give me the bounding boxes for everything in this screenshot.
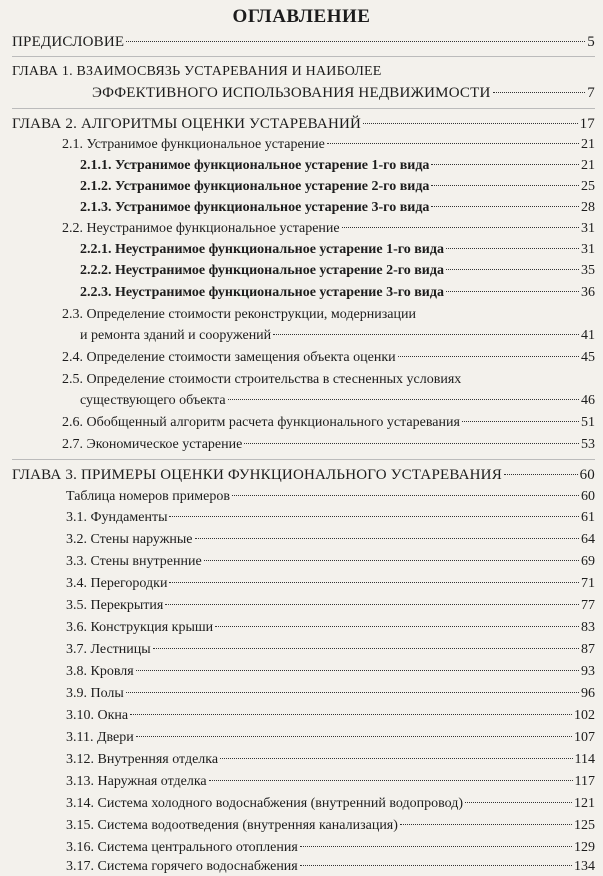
toc-entry-2-6[interactable] <box>62 414 595 432</box>
toc-page-number: 93 <box>581 664 595 679</box>
leader-dots <box>504 474 578 475</box>
toc-entry-chapter-2[interactable] <box>12 115 595 133</box>
toc-entry-text: 3.10. Окна <box>66 708 129 723</box>
toc-page-number: 17 <box>579 116 595 132</box>
toc-entry-3-2[interactable] <box>66 531 595 549</box>
toc-entry-3-13[interactable] <box>66 773 595 791</box>
toc-page-number: 125 <box>574 818 595 833</box>
toc-page-number: 129 <box>574 840 595 855</box>
toc-entry-text: 2.2.3. Неустранимое функциональное устарение 3-го вида <box>80 285 444 300</box>
toc-entry-2-3[interactable] <box>80 327 595 345</box>
toc-page-number: 114 <box>574 752 595 767</box>
leader-dots <box>204 560 579 561</box>
toc-entry-3-14[interactable] <box>66 795 595 813</box>
toc-page-number: 64 <box>581 532 595 547</box>
toc-entry-text: 3.12. Внутренняя отделка <box>66 752 219 767</box>
toc-page-number: 61 <box>581 510 595 525</box>
toc-entry-3-5[interactable] <box>66 597 595 615</box>
toc-entry-3-1[interactable] <box>66 509 595 527</box>
toc-entry-3-6[interactable] <box>66 619 595 637</box>
toc-page-number: 102 <box>574 708 595 723</box>
toc-entry-text: ГЛАВА 3. ПРИМЕРЫ ОЦЕНКИ ФУНКЦИОНАЛЬНОГО УСТАРЕВАНИЯ <box>12 467 502 483</box>
toc-entry-examples-table[interactable] <box>66 488 595 506</box>
leader-dots <box>300 846 572 847</box>
toc-entry-chapter-1[interactable] <box>92 84 595 102</box>
toc-entry-2-1-2[interactable] <box>80 178 595 196</box>
toc-entry-text: 2.1.1. Устранимое функциональное устарение 1-го вида <box>80 158 430 173</box>
toc-entry-text: 3.15. Система водоотведения (внутренняя канализация) <box>66 818 398 833</box>
toc-entry-text: 3.6. Конструкция крыши <box>66 620 214 635</box>
toc-entry-3-17[interactable] <box>66 858 595 876</box>
toc-page-number: 31 <box>581 221 595 236</box>
leader-dots <box>169 582 579 583</box>
toc-entry-text: 2.4. Определение стоимости замещения объекта оценки <box>62 350 396 365</box>
toc-page-number: 87 <box>581 642 595 657</box>
toc-entry-2-7[interactable] <box>62 436 595 454</box>
toc-entry-text: 3.8. Кровля <box>66 664 134 679</box>
toc-page-number: 53 <box>581 437 595 452</box>
toc-page-number: 96 <box>581 686 595 701</box>
toc-entry-3-11[interactable] <box>66 729 595 747</box>
toc-page-number: 117 <box>574 774 595 789</box>
divider <box>12 459 595 460</box>
leader-dots <box>165 604 579 605</box>
toc-entry-text: Таблица номеров примеров <box>66 489 230 504</box>
toc-page-number: 69 <box>581 554 595 569</box>
leader-dots <box>126 41 585 42</box>
toc-entry-2-2[interactable] <box>62 220 595 238</box>
leader-dots <box>400 824 572 825</box>
toc-page-number: 7 <box>587 85 595 101</box>
toc-entry-text: 2.1.2. Устранимое функциональное устарение 2-го вида <box>80 179 430 194</box>
leader-dots <box>220 758 572 759</box>
toc-page-number: 71 <box>581 576 595 591</box>
toc-page-number: 41 <box>581 328 595 343</box>
toc-entry-text: 3.16. Система центрального отопления <box>66 840 298 855</box>
leader-dots <box>342 227 579 228</box>
toc-entry-text: 3.9. Полы <box>66 686 124 701</box>
toc-entry-text: 3.13. Наружная отделка <box>66 774 207 789</box>
toc-page-number: 45 <box>581 350 595 365</box>
toc-entry-text: и ремонта зданий и сооружений <box>80 328 272 343</box>
toc-page-number: 35 <box>581 263 595 278</box>
leader-dots <box>431 185 579 186</box>
toc-entry-2-5-line1[interactable]: 2.5. Определение стоимости строительства в стесненных условиях <box>62 372 462 387</box>
toc-entry-2-1[interactable] <box>62 136 595 154</box>
toc-entry-text: 2.2.2. Неустранимое функциональное устарение 2-го вида <box>80 263 444 278</box>
toc-entry-text: 3.11. Двери <box>66 730 134 745</box>
toc-page-number: 25 <box>581 179 595 194</box>
leader-dots <box>169 516 579 517</box>
toc-page-number: 31 <box>581 242 595 257</box>
leader-dots <box>209 780 573 781</box>
toc-entry-text: 3.1. Фундаменты <box>66 510 168 525</box>
toc-entry-text: 3.3. Стены внутренние <box>66 554 202 569</box>
toc-entry-text: 2.7. Экономическое устарение <box>62 437 243 452</box>
leader-dots <box>232 495 579 496</box>
toc-entry-2-1-3[interactable] <box>80 199 595 217</box>
toc-page-number: 60 <box>581 489 595 504</box>
toc-entry-2-2-2[interactable] <box>80 262 595 280</box>
toc-entry-text: 3.14. Система холодного водоснабжения (внутренний водопровод) <box>66 796 463 811</box>
divider <box>12 108 595 109</box>
toc-entry-chapter-3[interactable] <box>12 466 595 484</box>
toc-entry-text: ПРЕДИСЛОВИЕ <box>12 34 125 50</box>
leader-dots <box>462 421 579 422</box>
divider <box>12 56 595 57</box>
leader-dots <box>136 736 572 737</box>
toc-page-number: 60 <box>579 467 595 483</box>
toc-entry-2-3-line1[interactable]: 2.3. Определение стоимости реконструкции, модернизации <box>62 307 416 322</box>
toc-entry-chapter-1-line1[interactable]: ГЛАВА 1. ВЗАИМОСВЯЗЬ УСТАРЕВАНИЯ И НАИБОЛЕЕ <box>12 64 382 79</box>
toc-entry-text: 2.2.1. Неустранимое функциональное устарение 1-го вида <box>80 242 444 257</box>
toc-page-number: 36 <box>581 285 595 300</box>
toc-entry-text: 2.1.3. Устранимое функциональное устарение 3-го вида <box>80 200 430 215</box>
toc-page-number: 46 <box>581 393 595 408</box>
toc-page-number: 51 <box>581 415 595 430</box>
toc-entry-3-8[interactable] <box>66 663 595 681</box>
leader-dots <box>446 248 579 249</box>
toc-entry-3-4[interactable] <box>66 575 595 593</box>
toc-page-number: 21 <box>581 158 595 173</box>
toc-entry-3-16[interactable] <box>66 839 595 857</box>
leader-dots <box>195 538 579 539</box>
leader-dots <box>431 206 579 207</box>
toc-entry-3-3[interactable] <box>66 553 595 571</box>
toc-entry-text: 3.17. Система горячего водоснабжения <box>66 859 298 874</box>
toc-entry-text: существующего объекта <box>80 393 226 408</box>
toc-entry-3-9[interactable] <box>66 685 595 703</box>
leader-dots <box>493 92 586 93</box>
toc-page-number: 121 <box>574 796 595 811</box>
toc-page-number: 77 <box>581 598 595 613</box>
leader-dots <box>126 692 579 693</box>
leader-dots <box>398 356 579 357</box>
leader-dots <box>136 670 579 671</box>
toc-entry-3-10[interactable] <box>66 707 595 725</box>
toc-entry-2-2-3[interactable] <box>80 284 595 302</box>
toc-page-number: 21 <box>581 137 595 152</box>
leader-dots <box>215 626 579 627</box>
toc-entry-3-7[interactable] <box>66 641 595 659</box>
toc-entry-3-15[interactable] <box>66 817 595 835</box>
leader-dots <box>446 269 579 270</box>
leader-dots <box>363 123 578 124</box>
leader-dots <box>431 164 579 165</box>
toc-entry-text: 2.6. Обобщенный алгоритм расчета функционального устаревания <box>62 415 460 430</box>
toc-entry-2-4[interactable] <box>62 349 595 367</box>
toc-entry-text: 2.1. Устранимое функциональное устарение <box>62 137 325 152</box>
toc-entry-2-1-1[interactable] <box>80 157 595 175</box>
toc-page-number: 107 <box>574 730 595 745</box>
toc-entry-2-2-1[interactable] <box>80 241 595 259</box>
leader-dots <box>153 648 579 649</box>
leader-dots <box>273 334 579 335</box>
leader-dots <box>244 443 579 444</box>
toc-entry-text: 3.4. Перегородки <box>66 576 168 591</box>
toc-page-number: 5 <box>587 34 595 50</box>
toc-page-number: 134 <box>574 859 595 874</box>
toc-page-number: 83 <box>581 620 595 635</box>
toc-entry-text: 3.2. Стены наружные <box>66 532 193 547</box>
toc-entry-3-12[interactable] <box>66 751 595 769</box>
toc-entry-text: 2.2. Неустранимое функциональное устарение <box>62 221 340 236</box>
toc-entry-text: ГЛАВА 2. АЛГОРИТМЫ ОЦЕНКИ УСТАРЕВАНИЙ <box>12 116 362 132</box>
toc-page-number: 28 <box>581 200 595 215</box>
leader-dots <box>300 865 572 866</box>
leader-dots <box>327 143 579 144</box>
leader-dots <box>465 802 572 803</box>
toc-entry-2-5[interactable] <box>80 392 595 410</box>
toc-entry-text: ЭФФЕКТИВНОГО ИСПОЛЬЗОВАНИЯ НЕДВИЖИМОСТИ <box>92 85 491 101</box>
page-title: ОГЛАВЛЕНИЕ <box>232 6 371 27</box>
toc-entry-text: 3.7. Лестницы <box>66 642 151 657</box>
toc-entry-text: 3.5. Перекрытия <box>66 598 164 613</box>
leader-dots <box>228 399 579 400</box>
leader-dots <box>446 291 579 292</box>
leader-dots <box>130 714 572 715</box>
toc-entry-preface[interactable] <box>12 33 595 51</box>
